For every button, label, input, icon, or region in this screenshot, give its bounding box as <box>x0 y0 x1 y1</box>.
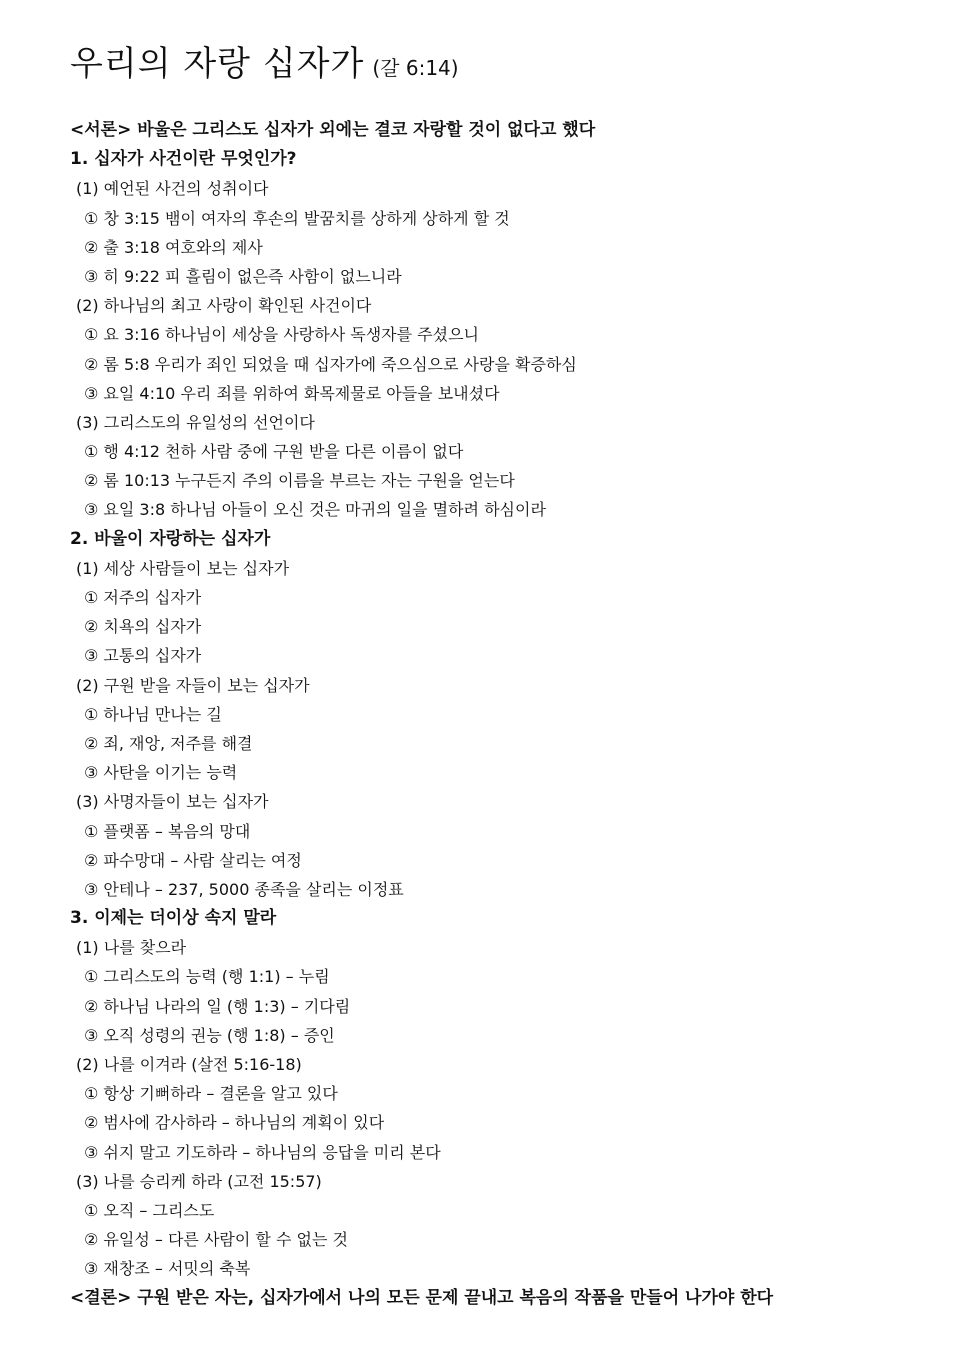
subsection-heading: (3) 사명자들이 보는 십자가 <box>76 792 269 812</box>
page-title: 우리의 자랑 십자가 <box>70 44 365 84</box>
list-item: ③ 요일 3:8 하나님 아들이 오신 것은 마귀의 일을 멸하려 하심이라 <box>84 500 546 520</box>
subsection-heading: (2) 하나님의 최고 사랑이 확인된 사건이다 <box>76 296 372 316</box>
subsection-heading: (2) 구원 받을 자들이 보는 십자가 <box>76 675 310 695</box>
conclusion-line: <결론> 구원 받은 자는, 십자가에서 나의 모든 문제 끝내고 복음의 작품을 만들어 나가야 한다 <box>70 1287 774 1308</box>
list-item: ① 행 4:12 천하 사람 중에 구원 받을 다른 이름이 없다 <box>84 442 464 462</box>
list-item: ② 파수망대 – 사람 살리는 여정 <box>84 850 302 870</box>
list-item: ① 창 3:15 뱀이 여자의 후손의 발꿈치를 상하게 상하게 할 것 <box>84 208 510 228</box>
subsection-heading: (1) 예언된 사건의 성취이다 <box>76 179 269 199</box>
subsection-heading: (3) 그리스도의 유일성의 선언이다 <box>76 412 315 432</box>
list-item: ① 저주의 십자가 <box>84 588 202 607</box>
section-heading: 3. 이제는 더이상 속지 말라 <box>70 908 277 929</box>
list-item: ③ 재창조 – 서밋의 축복 <box>84 1259 251 1279</box>
sections-container <box>70 145 960 1283</box>
list-item: ③ 안테나 – 237, 5000 종족을 살리는 이정표 <box>84 879 404 899</box>
list-item: ① 항상 기뻐하라 – 결론을 알고 있다 <box>84 1084 338 1104</box>
list-item: ① 하나님 만나는 길 <box>84 704 222 724</box>
section-heading: 2. 바울이 자랑하는 십자가 <box>70 528 271 549</box>
list-item: ① 그리스도의 능력 (행 1:1) – 누림 <box>84 967 330 987</box>
list-item: ① 플랫폼 – 복음의 망대 <box>84 821 251 841</box>
list-item: ① 요 3:16 하나님이 세상을 사랑하사 독생자를 주셨으니 <box>84 325 479 345</box>
section-heading: 1. 십자가 사건이란 무엇인가? <box>70 149 297 170</box>
intro-line: <서론> 바울은 그리스도 십자가 외에는 결코 자랑할 것이 없다고 했다 <box>70 120 596 140</box>
subsection-heading: (3) 나를 승리케 하라 (고전 15:57) <box>76 1171 322 1191</box>
subsection-heading: (1) 나를 찾으라 <box>76 938 187 958</box>
subsection-heading: (1) 세상 사람들이 보는 십자가 <box>76 558 290 578</box>
scripture-reference: (갈 6:14) <box>372 56 459 80</box>
list-item: ③ 쉬지 말고 기도하라 – 하나님의 응답을 미리 본다 <box>84 1142 441 1162</box>
list-item: ② 하나님 나라의 일 (행 1:3) – 기다림 <box>84 996 351 1016</box>
title-row <box>70 36 960 86</box>
list-item: ② 유일성 – 다른 사람이 할 수 없는 것 <box>84 1230 348 1250</box>
list-item: ③ 고통의 십자가 <box>84 646 202 666</box>
list-item: ② 죄, 재앙, 저주를 해결 <box>84 733 253 753</box>
list-item: ① 오직 – 그리스도 <box>84 1200 215 1220</box>
outline <box>70 116 960 1313</box>
list-item: ③ 히 9:22 피 흘림이 없은즉 사함이 없느니라 <box>84 266 402 286</box>
list-item: ② 치욕의 십자가 <box>84 617 202 637</box>
list-item: ② 출 3:18 여호와의 제사 <box>84 237 263 257</box>
list-item: ② 롬 5:8 우리가 죄인 되었을 때 십자가에 죽으심으로 사랑을 확증하심 <box>84 354 577 374</box>
list-item: ② 롬 10:13 누구든지 주의 이름을 부르는 자는 구원을 얻는다 <box>84 471 515 491</box>
subsection-heading: (2) 나를 이겨라 (살전 5:16-18) <box>76 1055 302 1074</box>
list-item: ③ 사탄을 이기는 능력 <box>84 763 238 783</box>
list-item: ② 범사에 감사하라 – 하나님의 계획이 있다 <box>84 1113 385 1133</box>
list-item: ③ 요일 4:10 우리 죄를 위하여 화목제물로 아들을 보내셨다 <box>84 383 500 403</box>
list-item: ③ 오직 성령의 권능 (행 1:8) – 증인 <box>84 1025 335 1045</box>
